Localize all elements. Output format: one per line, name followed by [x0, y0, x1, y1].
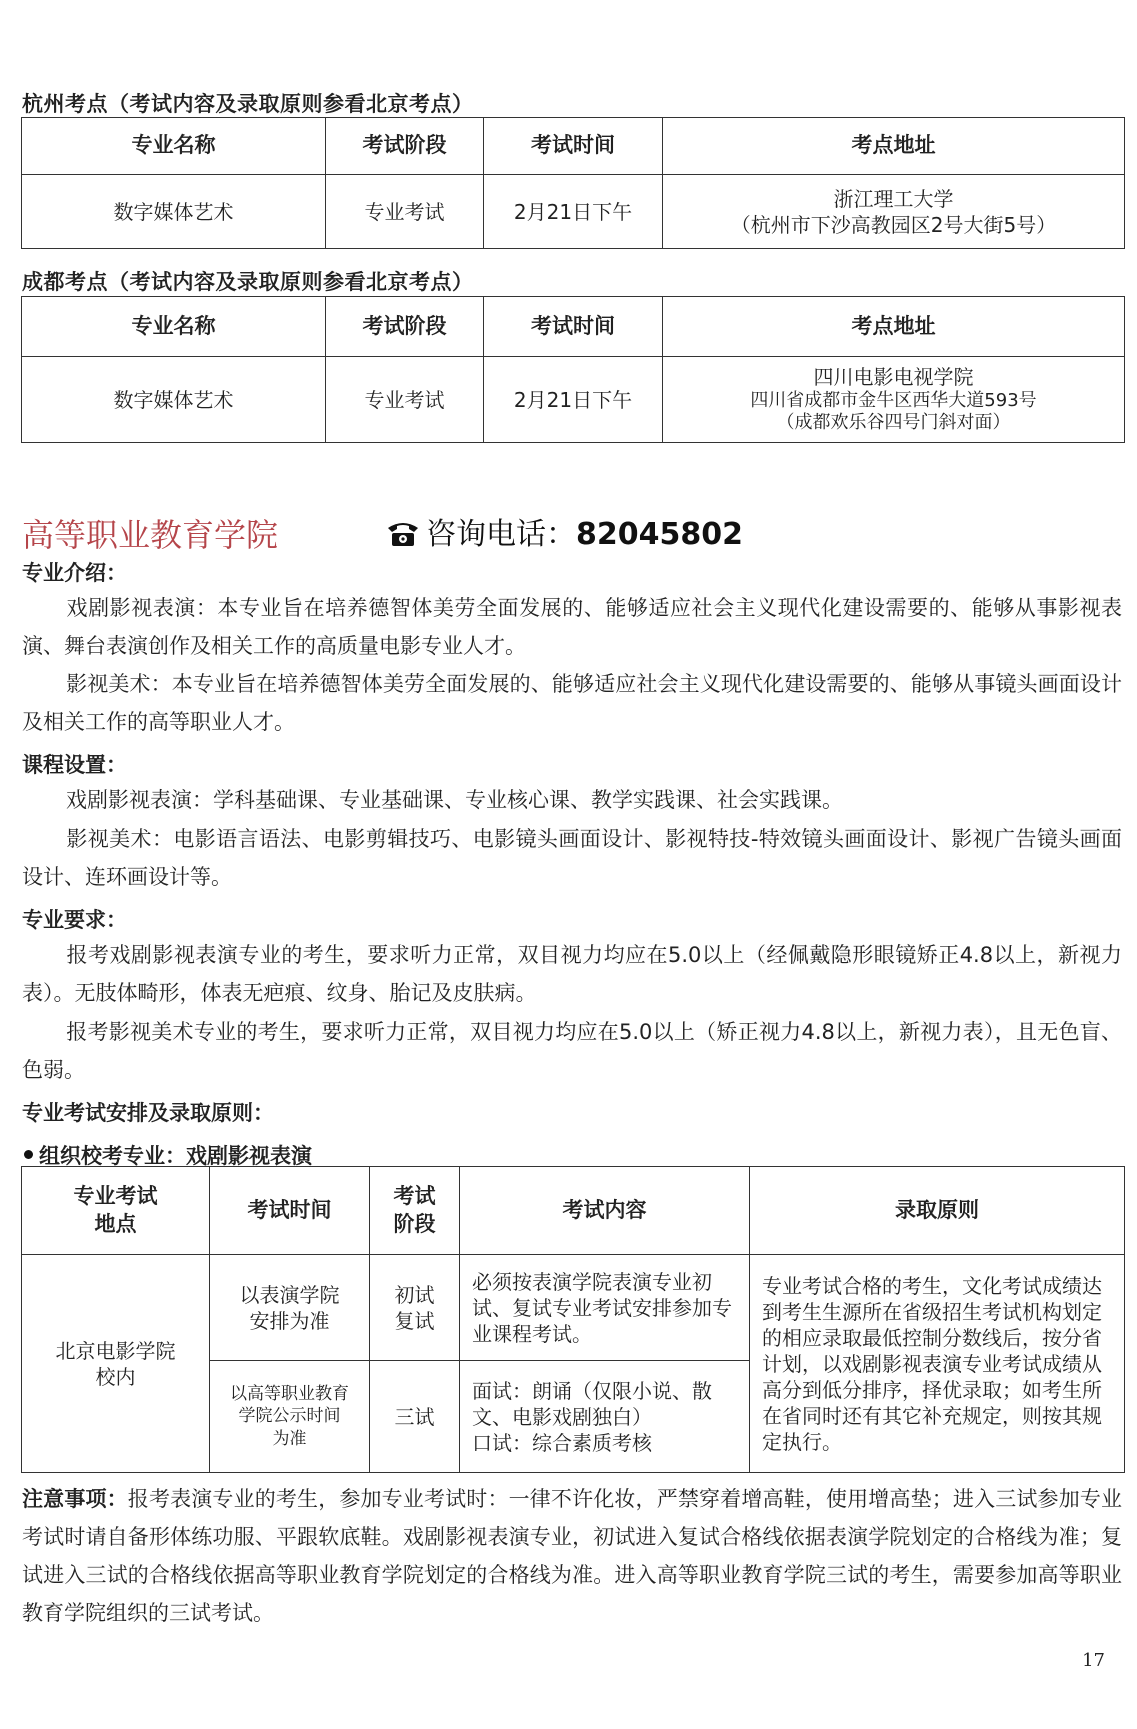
address-line: 四川省成都市金牛区西华大道593号: [750, 389, 1037, 411]
cell-major: 数字媒体艺术: [22, 357, 326, 443]
table-header-row: [22, 118, 1125, 175]
cell-stage: 三试: [370, 1361, 460, 1473]
cell-content: 必须按表演学院表演专业初试、复试专业考试安排参加专业课程考试。: [460, 1255, 750, 1361]
consult-phone: [386, 509, 743, 553]
courses-paragraph: 影视美术：电影语言语法、电影剪辑技巧、电影镜头画面设计、影视特技-特效镜头画面设计、影视广告镜头画面设计、连环画设计等。: [22, 827, 1122, 889]
table-header-row: [22, 1167, 1125, 1255]
hangzhou-table: [21, 117, 1125, 249]
courses-heading: 课程设置：: [22, 753, 127, 777]
header-address: 考点地址: [663, 118, 1125, 175]
address-line: 四川电影电视学院: [813, 364, 974, 389]
cell-stage: 专业考试: [326, 175, 484, 249]
intro-paragraph: 影视美术：本专业旨在培养德智体美劳全面发展的、能够适应社会主义现代化建设需要的、能够从事镜头画面设计及相关工作的高等职业人才。: [22, 672, 1122, 734]
college-title: 高等职业教育学院: [22, 516, 279, 554]
table-row: [22, 357, 1125, 443]
requirements-paragraph: 报考影视美术专业的考生，要求听力正常，双目视力均应在5.0以上（矫正视力4.8以上，新视力表），且无色盲、色弱。: [22, 1020, 1122, 1082]
cell-address: [663, 175, 1125, 249]
exam-subheading: 组织校考专业：戏剧影视表演: [24, 1140, 312, 1170]
header-stage: 考试 阶段: [370, 1167, 460, 1255]
intro-paragraph: 戏剧影视表演：本专业旨在培养德智体美劳全面发展的、能够适应社会主义现代化建设需要的、能够从事影视表演、舞台表演创作及相关工作的高质量电影专业人才。: [22, 596, 1122, 658]
header-time: 考试时间: [210, 1167, 370, 1255]
cell-time: 以表演学院 安排为准: [210, 1255, 370, 1361]
courses-paragraph: 戏剧影视表演：学科基础课、专业基础课、专业核心课、教学实践课、社会实践课。: [66, 788, 843, 812]
notes-text: 报考表演专业的考生，参加专业考试时：一律不许化妆，严禁穿着增高鞋，使用增高垫；进入三试参加专业考试时请自备形体练功服、平跟软底鞋。戏剧影视表演专业，初试进入复试合格线依据表演学院划定的合格线为准；复试进入三试的合格线依据高等职业教育学院划定的合格线为准。进入高等职业教育学院三试的考生，需要参加高等职业教育学院组织的三试考试。: [22, 1487, 1123, 1625]
header-stage: 考试阶段: [326, 297, 484, 357]
cell-principle: 专业考试合格的考生，文化考试成绩达到考生生源所在省级招生考试机构划定的相应录取最低控制分数线后，按分省计划，以戏剧影视表演专业考试成绩从高分到低分排序，择优录取；如考生所在省同时还有其它补充规定，则按其规定执行。: [750, 1255, 1125, 1473]
table-header-row: [22, 297, 1125, 357]
address-line: （杭州市下沙高教园区2号大街5号）: [730, 212, 1057, 237]
cell-address: [663, 357, 1125, 443]
chengdu-table: [21, 296, 1125, 443]
header-major: 专业名称: [22, 297, 326, 357]
cell-time: 2月21日下午: [484, 357, 663, 443]
header-major: 专业名称: [22, 118, 326, 175]
header-principle: 录取原则: [750, 1167, 1125, 1255]
table-row: [22, 175, 1125, 249]
phone-label: 咨询电话：: [426, 517, 576, 552]
requirements-paragraph: 报考戏剧影视表演专业的考生，要求听力正常，双目视力均应在5.0以上（经佩戴隐形眼镜矫正4.8以上，新视力表）。无肢体畸形，体表无疤痕、纹身、胎记及皮肤病。: [22, 943, 1122, 1005]
notes-paragraph: [22, 1480, 1122, 1632]
page-number: 17: [1082, 1650, 1105, 1671]
cell-time: 以高等职业教育 学院公示时间 为准: [210, 1361, 370, 1473]
phone-number: 82045802: [576, 517, 743, 552]
notes-label: 注意事项：: [22, 1487, 128, 1511]
exam-heading: 专业考试安排及录取原则：: [22, 1101, 274, 1125]
header-content: 考试内容: [460, 1167, 750, 1255]
address-line: 浙江理工大学: [833, 186, 954, 211]
cell-stage: 专业考试: [326, 357, 484, 443]
header-stage: 考试阶段: [326, 118, 484, 175]
header-address: 考点地址: [663, 297, 1125, 357]
cell-major: 数字媒体艺术: [22, 175, 326, 249]
cell-stage: 初试 复试: [370, 1255, 460, 1361]
header-location: 专业考试 地点: [22, 1167, 210, 1255]
exam-table: [21, 1166, 1125, 1473]
cell-content: 面试：朗诵（仅限小说、散文、电影戏剧独白） 口试：综合素质考核: [460, 1361, 750, 1473]
telephone-icon: [386, 519, 420, 547]
header-time: 考试时间: [484, 297, 663, 357]
bullet-icon: [24, 1150, 33, 1159]
requirements-heading: 专业要求：: [22, 908, 127, 932]
header-time: 考试时间: [484, 118, 663, 175]
chengdu-section-title: 成都考点（考试内容及录取原则参看北京考点）: [22, 270, 474, 294]
intro-heading: 专业介绍：: [22, 561, 127, 585]
cell-time: 2月21日下午: [484, 175, 663, 249]
hangzhou-section-title: 杭州考点（考试内容及录取原则参看北京考点）: [22, 92, 474, 116]
address-line: （成都欢乐谷四号门斜对面）: [776, 412, 1011, 433]
table-row: [22, 1255, 1125, 1361]
cell-location: 北京电影学院 校内: [22, 1255, 210, 1473]
